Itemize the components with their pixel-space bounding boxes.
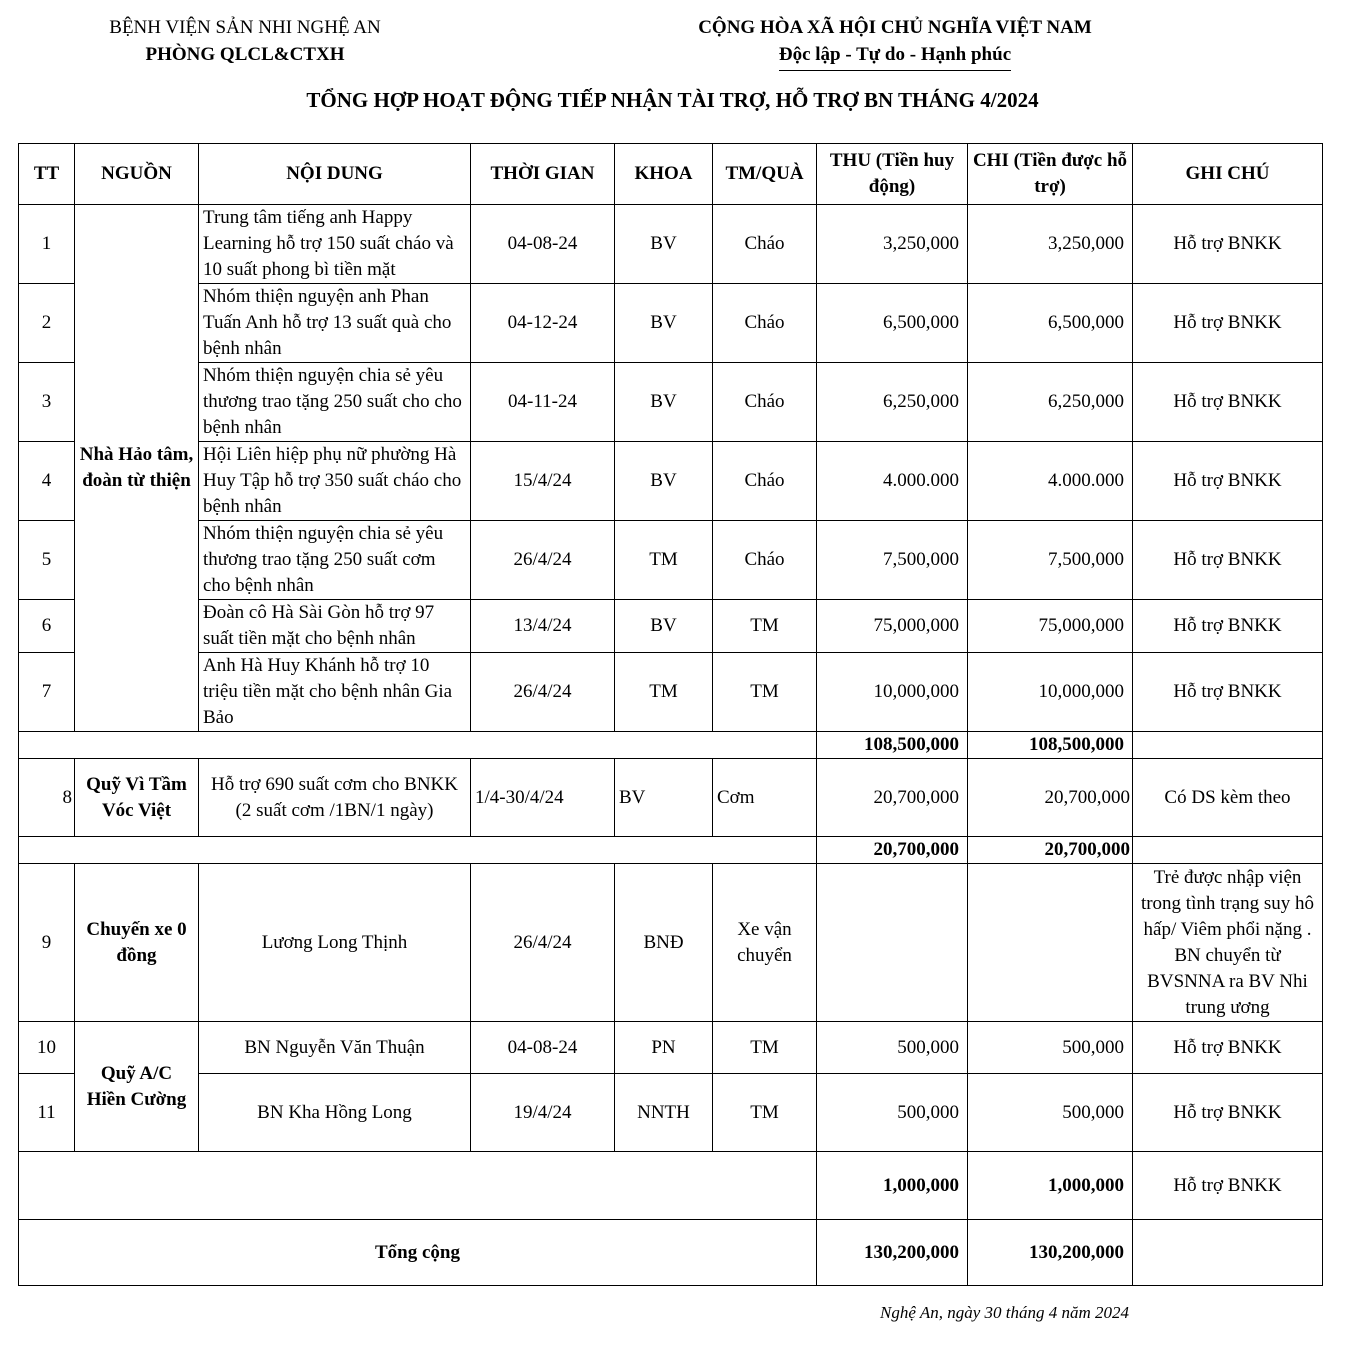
- nation-header: [660, 14, 1130, 71]
- row-tt: 3: [19, 363, 75, 442]
- row-expense: 7,500,000: [968, 521, 1133, 600]
- source-group-cell: Chuyến xe 0 đồng: [75, 864, 199, 1022]
- row-type: TM: [713, 600, 817, 653]
- row-dept: BV: [615, 600, 713, 653]
- row-date: 04-12-24: [471, 284, 615, 363]
- department-name: PHÒNG QLCL&CTXH: [145, 44, 345, 65]
- subtotal-row: [19, 837, 1323, 864]
- table-row: [19, 653, 1323, 732]
- subtotal-row: [19, 732, 1323, 759]
- subtotal-income: 20,700,000: [817, 837, 968, 864]
- row-note: Có DS kèm theo: [1133, 759, 1323, 837]
- row-content: Lương Long Thịnh: [199, 864, 471, 1022]
- row-income: 20,700,000: [817, 759, 968, 837]
- row-dept: TM: [615, 521, 713, 600]
- row-type: Xe vận chuyển: [713, 864, 817, 1022]
- row-tt: 8: [19, 759, 75, 837]
- row-tt: 6: [19, 600, 75, 653]
- document-title: TỔNG HỢP HOẠT ĐỘNG TIẾP NHẬN TÀI TRỢ, HỖ TRỢ BN THÁNG 4/2024: [306, 88, 1039, 112]
- row-dept: BV: [615, 284, 713, 363]
- row-content: Trung tâm tiếng anh Happy Learning hỗ trợ 150 suất cháo và 10 suất phong bì tiền mặt: [199, 205, 471, 284]
- row-content: BN Nguyễn Văn Thuận: [199, 1022, 471, 1074]
- row-expense: 4.000.000: [968, 442, 1133, 521]
- row-date: 13/4/24: [471, 600, 615, 653]
- row-note: Hỗ trợ BNKK: [1133, 1022, 1323, 1074]
- subtotal-income: 1,000,000: [817, 1152, 968, 1220]
- row-note: Hỗ trợ BNKK: [1133, 442, 1323, 521]
- hospital-header: [60, 14, 430, 68]
- row-content: Hỗ trợ 690 suất cơm cho BNKK (2 suất cơm /1BN/1 ngày): [199, 759, 471, 837]
- row-dept: BV: [615, 363, 713, 442]
- grand-total-row: [19, 1220, 1323, 1286]
- table-row: [19, 600, 1323, 653]
- row-note: Trẻ được nhập viện trong tình trạng suy hô hấp/ Viêm phổi nặng . BN chuyển từ BVSNNA ra BV Nhi trung ương: [1133, 864, 1323, 1022]
- row-type: Cháo: [713, 442, 817, 521]
- row-type: TM: [713, 653, 817, 732]
- row-type: Cháo: [713, 363, 817, 442]
- row-tt: 5: [19, 521, 75, 600]
- row-date: 26/4/24: [471, 864, 615, 1022]
- col-header-nguon: NGUỒN: [75, 144, 199, 205]
- subtotal-income: 108,500,000: [817, 732, 968, 759]
- col-header-khoa: KHOA: [615, 144, 713, 205]
- row-income: 500,000: [817, 1022, 968, 1074]
- nation-motto: Độc lập - Tự do - Hạnh phúc: [779, 41, 1011, 71]
- row-dept: PN: [615, 1022, 713, 1074]
- row-income: 6,250,000: [817, 363, 968, 442]
- table-row: [19, 284, 1323, 363]
- row-tt: 10: [19, 1022, 75, 1074]
- date-place-line: Nghệ An, ngày 30 tháng 4 năm 2024: [880, 1303, 1130, 1322]
- table-row: [19, 363, 1323, 442]
- source-group-cell: Quỹ A/C Hiền Cường: [75, 1022, 199, 1152]
- row-income: 500,000: [817, 1074, 968, 1152]
- row-income: 10,000,000: [817, 653, 968, 732]
- row-date: 04-08-24: [471, 1022, 615, 1074]
- row-content: Hội Liên hiệp phụ nữ phường Hà Huy Tập hỗ trợ 350 suất cháo cho bệnh nhân: [199, 442, 471, 521]
- row-income: 3,250,000: [817, 205, 968, 284]
- row-income: 7,500,000: [817, 521, 968, 600]
- donation-table: [18, 143, 1323, 1286]
- subtotal-expense: 108,500,000: [968, 732, 1133, 759]
- row-type: Cơm: [713, 759, 817, 837]
- row-tt: 2: [19, 284, 75, 363]
- row-dept: TM: [615, 653, 713, 732]
- row-note: Hỗ trợ BNKK: [1133, 653, 1323, 732]
- table-row: [19, 1074, 1323, 1152]
- row-expense: 10,000,000: [968, 653, 1133, 732]
- col-header-chi: CHI (Tiền được hỗ trợ): [968, 144, 1133, 205]
- row-tt: 1: [19, 205, 75, 284]
- grand-total-expense: 130,200,000: [968, 1220, 1133, 1286]
- subtotal-expense: 20,700,000: [968, 837, 1133, 864]
- col-header-thoigian: THỜI GIAN: [471, 144, 615, 205]
- table-row: [19, 205, 1323, 284]
- row-income: [817, 864, 968, 1022]
- row-content: Anh Hà Huy Khánh hỗ trợ 10 triệu tiền mặt cho bệnh nhân Gia Bảo: [199, 653, 471, 732]
- row-content: BN Kha Hồng Long: [199, 1074, 471, 1152]
- row-date: 26/4/24: [471, 521, 615, 600]
- row-income: 4.000.000: [817, 442, 968, 521]
- row-date: 19/4/24: [471, 1074, 615, 1152]
- table-row: [19, 759, 1323, 837]
- col-header-tt: TT: [19, 144, 75, 205]
- row-expense: 75,000,000: [968, 600, 1133, 653]
- row-expense: 500,000: [968, 1022, 1133, 1074]
- row-expense: [968, 864, 1133, 1022]
- subtotal-row: [19, 1152, 1323, 1220]
- row-note: Hỗ trợ BNKK: [1133, 284, 1323, 363]
- source-group-cell: Quỹ Vì Tầm Vóc Việt: [75, 759, 199, 837]
- subtotal-note: Hỗ trợ BNKK: [1133, 1152, 1323, 1220]
- grand-total-label: Tổng cộng: [19, 1220, 817, 1286]
- row-expense: 3,250,000: [968, 205, 1133, 284]
- row-note: Hỗ trợ BNKK: [1133, 600, 1323, 653]
- row-tt: 9: [19, 864, 75, 1022]
- table-row: [19, 442, 1323, 521]
- subtotal-expense: 1,000,000: [968, 1152, 1133, 1220]
- row-income: 6,500,000: [817, 284, 968, 363]
- row-tt: 7: [19, 653, 75, 732]
- row-date: 1/4-30/4/24: [471, 759, 615, 837]
- table-row: [19, 864, 1323, 1022]
- row-content: Đoàn cô Hà Sài Gòn hỗ trợ 97 suất tiền mặt cho bệnh nhân: [199, 600, 471, 653]
- table-header-row: [19, 144, 1323, 205]
- row-note: Hỗ trợ BNKK: [1133, 363, 1323, 442]
- row-type: TM: [713, 1022, 817, 1074]
- row-dept: BV: [615, 442, 713, 521]
- nation-name: CỘNG HÒA XÃ HỘI CHỦ NGHĨA VIỆT NAM: [698, 17, 1092, 38]
- row-expense: 500,000: [968, 1074, 1133, 1152]
- row-date: 15/4/24: [471, 442, 615, 521]
- row-dept: BNĐ: [615, 864, 713, 1022]
- row-type: Cháo: [713, 521, 817, 600]
- grand-total-income: 130,200,000: [817, 1220, 968, 1286]
- col-header-ghichu: GHI CHÚ: [1133, 144, 1323, 205]
- row-tt: 11: [19, 1074, 75, 1152]
- col-header-tmqua: TM/QUÀ: [713, 144, 817, 205]
- row-type: Cháo: [713, 205, 817, 284]
- row-expense: 6,250,000: [968, 363, 1133, 442]
- row-content: Nhóm thiện nguyện anh Phan Tuấn Anh hỗ trợ 13 suất quà cho bệnh nhân: [199, 284, 471, 363]
- row-type: TM: [713, 1074, 817, 1152]
- hospital-name: BỆNH VIỆN SẢN NHI NGHỆ AN: [109, 17, 381, 38]
- row-dept: BV: [615, 759, 713, 837]
- row-date: 26/4/24: [471, 653, 615, 732]
- row-note: Hỗ trợ BNKK: [1133, 205, 1323, 284]
- row-content: Nhóm thiện nguyện chia sẻ yêu thương trao tặng 250 suất cho cho bệnh nhân: [199, 363, 471, 442]
- col-header-noidung: NỘI DUNG: [199, 144, 471, 205]
- row-dept: NNTH: [615, 1074, 713, 1152]
- row-note: Hỗ trợ BNKK: [1133, 521, 1323, 600]
- table-row: [19, 1022, 1323, 1074]
- row-note: Hỗ trợ BNKK: [1133, 1074, 1323, 1152]
- row-expense: 20,700,000: [968, 759, 1133, 837]
- source-group-cell: Nhà Hảo tâm, đoàn từ thiện: [75, 205, 199, 732]
- row-income: 75,000,000: [817, 600, 968, 653]
- row-tt: 4: [19, 442, 75, 521]
- row-date: 04-08-24: [471, 205, 615, 284]
- table-row: [19, 521, 1323, 600]
- row-type: Cháo: [713, 284, 817, 363]
- row-date: 04-11-24: [471, 363, 615, 442]
- row-content: Nhóm thiện nguyện chia sẻ yêu thương trao tặng 250 suất cơm cho bệnh nhân: [199, 521, 471, 600]
- row-expense: 6,500,000: [968, 284, 1133, 363]
- row-dept: BV: [615, 205, 713, 284]
- col-header-thu: THU (Tiền huy động): [817, 144, 968, 205]
